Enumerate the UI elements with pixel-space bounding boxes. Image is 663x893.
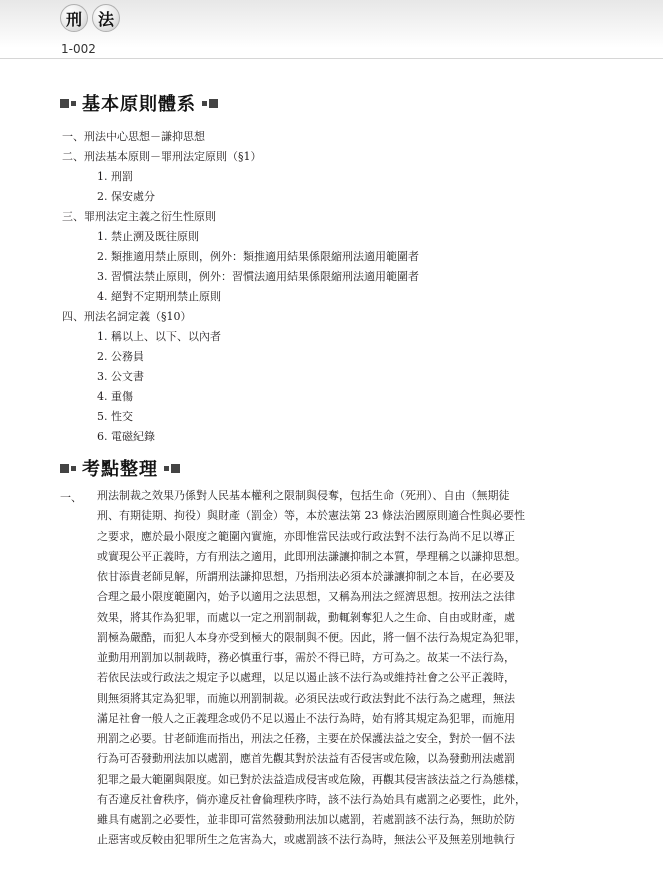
heading-square-icon [202,101,207,106]
paragraph-line: 依甘添貴老師見解，所謂刑法謙抑思想，乃指刑法必須本於謙讓抑制之本旨，在必要及 [97,570,515,583]
heading-square-icon [171,464,180,473]
heading-square-icon [209,99,218,108]
paragraph-line: 或實現公平正義時，方有刑法之適用，此即刑法謙讓抑制之本質，學理稱之以謙抑思想。 [97,549,526,563]
paragraph-line: 並動用刑罰加以制裁時，務必慎重行事，需於不得已時，方可為之。故某一不法行為， [97,651,515,664]
heading-square-icon [60,464,69,473]
outline-subitem: 2. 保安處分 [97,190,155,203]
paragraph-line: 有否違反社會秩序，倘亦違反社會倫理秩序時，該不法行為始具有處罰之必要性，此外， [97,792,526,806]
paragraph-line: 則無須將其定為犯罪，而施以刑罰制裁。必須民法或行政法對此不法行為之處理，無法 [97,691,515,705]
paragraph-line: 刑法制裁之效果乃係對人民基本權利之限制與侵奪，包括生命（死刑）、自由（無期徒 [97,489,510,502]
outline-subitem: 3. 習慣法禁止原則，例外：習慣法適用結果係限縮刑法適用範圍者 [97,270,419,283]
paragraph-line: 雖具有處罰之必要性，並非即可當然發動刑法加以處罰，若處罰該不法行為，無助於防 [97,813,515,826]
outline-subitem: 3. 公文書 [97,370,144,383]
outline-subitem: 6. 電磁紀錄 [97,430,155,443]
outline-subitem: 4. 重傷 [97,390,133,403]
paragraph-line: 刑、有期徒期、拘役）與財產（罰金）等，本於憲法第 23 條法治國原則適合性與必要性 [97,509,525,523]
item-marker: 一、 [60,491,82,504]
outline-subitem: 4. 絕對不定期刑禁止原則 [97,290,221,303]
heading-square-icon [164,466,169,471]
outline-subitem: 5. 性交 [97,410,133,423]
paragraph-line: 若依民法或行政法之規定予以處理，以足以遏止該不法行為或維持社會之公平正義時， [97,671,515,685]
outline-heading: 三、罪刑法定主義之衍生性原則 [62,210,216,223]
paragraph-line: 止惡害或反較由犯罪所生之危害為大，或處罰該不法行為時，無法公平及無差別地執行 [97,833,515,847]
paragraph-line: 效果，將其作為犯罪，而處以一定之刑罰制裁，動輒剝奪犯人之生命、自由或財產，處 [97,610,515,624]
outline-heading: 一、刑法中心思想－謙抑思想 [62,130,205,143]
chapter-tag-char: 刑 [60,4,88,32]
outline-subitem: 1. 稱以上、以下、以內者 [97,330,221,343]
heading-square-icon [71,466,76,471]
heading-square-icon [60,99,69,108]
outline-heading: 二、刑法基本原則－罪刑法定原則（§1） [62,150,262,163]
header-divider [0,58,663,59]
section-title: 基本原則體系 [82,94,196,115]
key-points-paragraph [97,486,597,851]
outline-subitem: 2. 類推適用禁止原則，例外：類推適用結果係限縮刑法適用範圍者 [97,250,419,263]
outline-subitem: 1. 刑罰 [97,170,133,183]
section-heading-key-points [60,455,180,481]
section-title: 考點整理 [82,459,158,480]
paragraph-line: 行為可否發動刑法加以處罰，應首先觀其對於法益有否侵害或危險，以為發動刑法處罰 [97,752,515,766]
paragraph-line: 罰極為嚴酷，而犯人本身亦受到極大的限制與不便。因此，將一個不法行為規定為犯罪， [97,630,526,644]
section-heading-basic-principles [60,90,218,116]
outline-subitem: 2. 公務員 [97,350,144,363]
outline-subitem: 1. 禁止溯及既往原則 [97,230,199,243]
paragraph-line: 之要求，應於最小限度之範圍內實施，亦即惟當民法或行政法對不法行為尚不足以導正 [97,529,515,543]
paragraph-line: 合理之最小限度範圍內，始予以適用之法思想，又稱為刑法之經濟思想。按刑法之法律 [97,590,515,604]
chapter-tag [60,4,120,32]
paragraph-line: 犯罪之最大範圍與限度。如已對於法益造成侵害或危險，再觀其侵害該法益之行為態樣， [97,772,526,786]
paragraph-line: 刑罰之必要。甘老師進而指出，刑法之任務，主要在於保護法益之安全，對於一個不法 [97,732,515,745]
page-code: 1-002 [61,42,96,56]
heading-square-icon [71,101,76,106]
chapter-tag-char: 法 [92,4,120,32]
outline-heading: 四、刑法名詞定義（§10） [62,310,192,323]
paragraph-line: 滿足社會一般人之正義理念或仍不足以遏止不法行為時，始有將其規定為犯罪，而施用 [97,711,515,725]
